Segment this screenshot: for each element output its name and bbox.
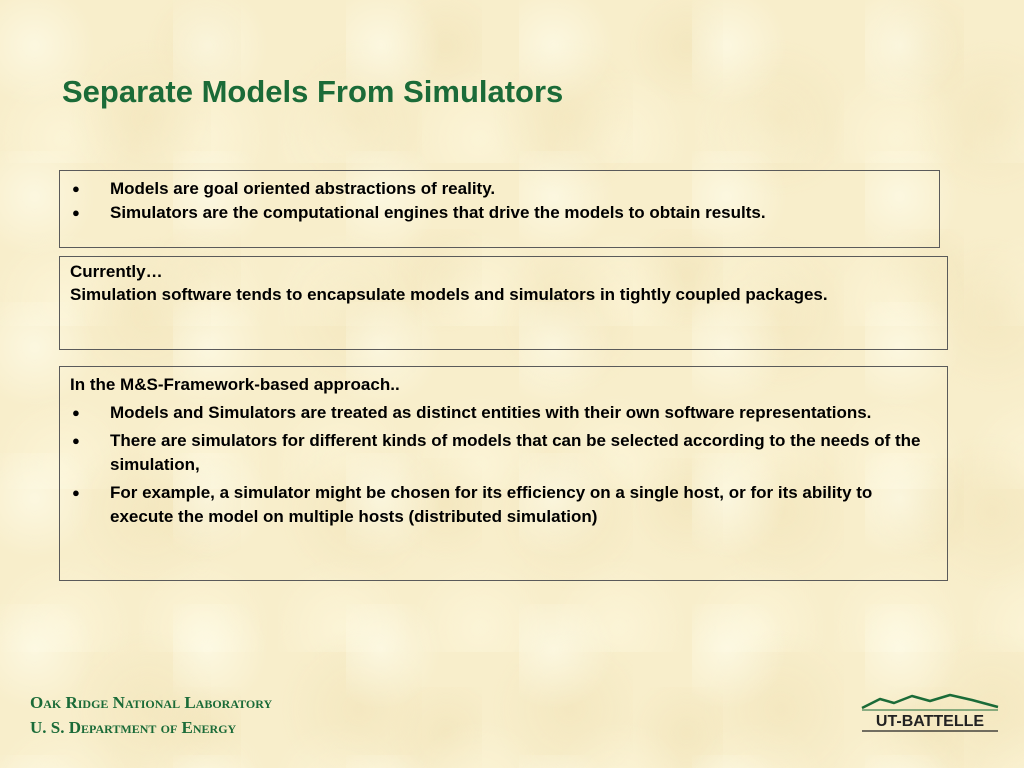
list-item (70, 201, 929, 225)
definitions-box (59, 170, 940, 248)
slide-title: Separate Models From Simulators (62, 74, 564, 109)
list-item-text: Models are goal oriented abstractions of reality. (110, 179, 496, 198)
framework-approach-box (59, 366, 948, 581)
current-state-text: Simulation software tends to encapsulate models and simulators in tightly coupled packages. (70, 285, 828, 304)
bullet-icon: ● (72, 181, 80, 196)
bullet-icon: ● (72, 485, 80, 500)
list-item (70, 481, 937, 529)
mountain-ridge-icon (862, 695, 998, 708)
list-item-text: Models and Simulators are treated as distinct entities with their own software representations. (110, 403, 872, 422)
list-item-text: Simulators are the computational engines that drive the models to obtain results. (110, 203, 766, 222)
ut-battelle-logo (860, 692, 1000, 736)
list-item-text: There are simulators for different kinds of models that can be selected according to the needs of the simulation, (110, 431, 921, 474)
list-item-text: For example, a simulator might be chosen for its efficiency on a single host, or for its ability to execute the model on multiple hosts (distributed simulation) (110, 483, 873, 526)
bullet-icon: ● (72, 405, 80, 420)
footer-department: U. S. Department of Energy (30, 718, 237, 737)
current-state-heading: Currently… (70, 262, 163, 281)
logo-text: UT-BATTELLE (875, 713, 985, 730)
list-item (70, 177, 929, 201)
framework-list (70, 401, 937, 529)
list-item (70, 401, 937, 425)
bullet-icon: ● (72, 433, 80, 448)
bullet-icon: ● (72, 205, 80, 220)
framework-heading: In the M&S-Framework-based approach.. (70, 375, 400, 394)
current-state-box (59, 256, 948, 350)
footer (30, 690, 272, 740)
definitions-list (70, 177, 929, 225)
list-item (70, 429, 937, 477)
footer-lab-name: Oak Ridge National Laboratory (30, 693, 273, 712)
